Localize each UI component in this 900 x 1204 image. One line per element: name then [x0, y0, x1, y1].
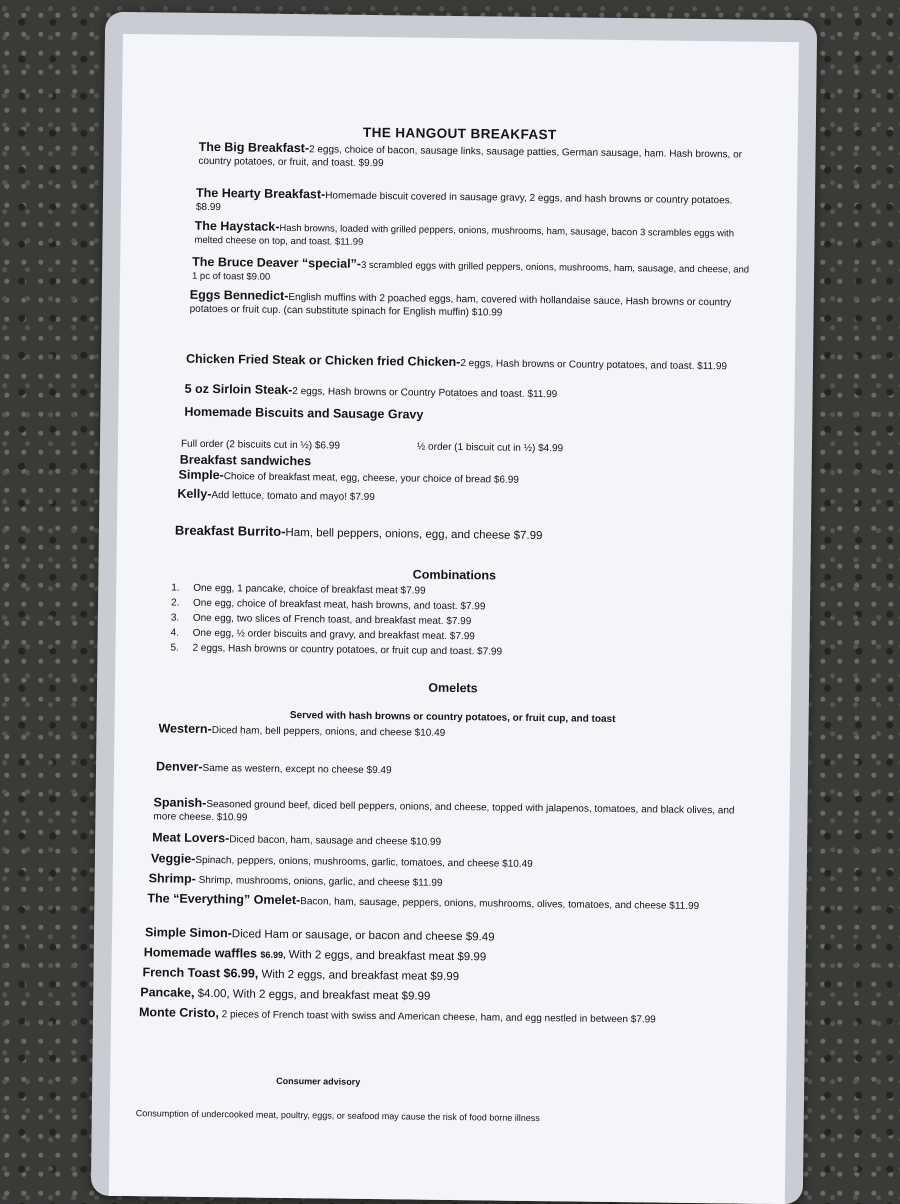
item-desc: 2 pieces of French toast with swiss and American cheese, ham, and egg nestled in between $7.99 — [218, 1009, 656, 1026]
item-name: French Toast $6.99, — [142, 965, 259, 981]
item-desc: 3 scrambled eggs with grilled peppers, onions, mushrooms, ham, sausage, and cheese, and 1 pc of toast $9.00 — [191, 259, 750, 283]
consumer-advisory-header: Consumer advisory — [276, 1075, 361, 1087]
item-name: The Big Breakfast- — [198, 139, 310, 156]
item-name: Denver- — [155, 759, 203, 774]
item-desc: Diced Ham or sausage, or bacon and cheese $9.49 — [231, 928, 495, 944]
biscuits-full-order: Full order (2 biscuits cut in ½) $6.99 — [180, 438, 341, 452]
menu-item-big-breakfast — [198, 141, 797, 175]
menu-item-monte-cristo — [139, 1006, 787, 1028]
item-desc: Bacon, ham, sausage, peppers, onions, mushrooms, olives, tomatoes, and cheese $11.99 — [300, 896, 700, 913]
item-desc: With 2 eggs, and breakfast meat $9.99 — [258, 968, 460, 984]
menu-item-everything-omelet — [147, 892, 788, 914]
menu-item-homemade-waffles — [144, 946, 788, 968]
menu-item-spanish-omelet — [153, 796, 789, 831]
item-desc: 2 eggs, Hash browns or Country potatoes, and toast. $11.99 — [460, 358, 728, 373]
item-desc: With 2 eggs, and breakfast meat $9.99 — [285, 948, 487, 964]
item-desc: Diced bacon, ham, sausage and cheese $10.99 — [229, 834, 442, 848]
biscuits-half-order: ½ order (1 biscuit cut in ½) $4.99 — [416, 441, 564, 455]
item-name: Veggie- — [150, 851, 196, 866]
item-name: Pancake, — [140, 985, 195, 1000]
item-name: Breakfast Burrito- — [174, 522, 286, 539]
menu-item-bruce-deaver-special — [192, 256, 796, 290]
combo-text: 2 eggs, Hash browns or country potatoes, or fruit cup and toast. $7.99 — [192, 642, 503, 658]
item-desc: English muffins with 2 poached eggs, ham, covered with hollandaise sauce, Hash browns or country potatoes or fruit cup. (can substitute spinach for English muffin) $10.99 — [189, 291, 732, 319]
item-desc: Hash browns, loaded with grilled peppers, onions, mushrooms, ham, sausage, bacon 3 scrambles eggs with melted cheese on top, and toast. $11.99 — [194, 222, 735, 248]
item-name: Kelly- — [177, 486, 212, 502]
combo-text: One egg, 1 pancake, choice of breakfast meat $7.99 — [193, 582, 426, 597]
item-desc: Homemade biscuit covered in sausage gravy, 2 eggs, and hash browns or country potatoes. $8.99 — [195, 190, 733, 214]
combo-number: 5. — [170, 642, 179, 654]
item-desc: 2 eggs, Hash browns or Country Potatoes and toast. $11.99 — [292, 386, 558, 401]
consumer-advisory-text: Consumption of undercooked meat, poultry, eggs, or seafood may cause the risk of food borne illness — [135, 1108, 540, 1124]
combo-text: One egg, ½ order biscuits and gravy, and breakfast meat. $7.99 — [192, 627, 475, 643]
item-name: The Bruce Deaver “special”- — [192, 254, 362, 271]
item-desc: Same as western, except no cheese $9.49 — [202, 762, 392, 777]
item-desc: Seasoned ground beef, diced bell peppers, onions, and cheese, topped with jalapenos, tomatoes, and black olives, and more cheese. $10.99 — [153, 798, 735, 824]
combo-text: One egg, two slices of French toast, and breakfast meat. $7.99 — [192, 612, 472, 628]
item-desc: Add lettuce, tomato and mayo! $7.99 — [211, 490, 375, 504]
item-desc: Shrimp, mushrooms, onions, garlic, and cheese $11.99 — [195, 874, 443, 889]
combo-number: 4. — [170, 627, 180, 639]
omelets-subheader: Served with hash browns or country potatoes, or fruit cup, and toast — [289, 710, 616, 725]
menu-item-denver-omelet — [156, 760, 790, 782]
laminated-menu — [91, 12, 817, 1204]
biscuits-header: Homemade Biscuits and Sausage Gravy — [184, 404, 424, 422]
menu-item-breakfast-burrito — [175, 524, 793, 547]
item-desc: 2 eggs, choice of bacon, sausage links, sausage patties, German sausage, ham. Hash browns, or country potatoes, or fruit, and toast. $9.99 — [198, 144, 743, 170]
item-name: The “Everything” Omelet- — [147, 891, 301, 908]
menu-item-hearty-breakfast — [196, 187, 797, 221]
menu-item-kelly-sandwich — [177, 488, 793, 510]
menu-item-shrimp-omelet — [149, 872, 789, 894]
item-name: Homemade waffles — [143, 945, 261, 961]
item-name: The Haystack- — [194, 218, 280, 234]
item-desc: Spinach, peppers, onions, mushrooms, garlic, tomatoes, and cheese $10.49 — [195, 854, 533, 870]
item-desc: Choice of breakfast meat, egg, cheese, your choice of bread $6.99 — [223, 471, 519, 486]
combinations-header: Combinations — [412, 567, 497, 583]
menu-title: THE HANGOUT BREAKFAST — [362, 124, 557, 143]
menu-item-haystack — [194, 220, 796, 254]
menu-item-eggs-bennedict — [190, 289, 796, 323]
combo-number: 2. — [170, 597, 180, 609]
item-name: Chicken Fried Steak or Chicken fried Chicken- — [185, 351, 461, 370]
combo-number: 1. — [171, 582, 180, 594]
menu-item-pancake — [140, 986, 787, 1008]
item-name: Eggs Bennedict- — [189, 287, 289, 303]
item-name: Simple- — [178, 467, 224, 483]
combo-number: 3. — [170, 612, 180, 624]
item-name: Shrimp- — [148, 871, 196, 886]
item-price: $6.99, — [260, 949, 286, 960]
item-name: Simple Simon- — [144, 925, 232, 941]
menu-item-french-toast — [142, 966, 787, 988]
omelets-header: Omelets — [428, 680, 478, 696]
item-name: The Hearty Breakfast- — [195, 185, 326, 202]
menu-item-meat-lovers-omelet — [152, 831, 789, 853]
sandwiches-header: Breakfast sandwiches — [179, 452, 312, 469]
item-desc: Ham, bell peppers, onions, egg, and cheese $7.99 — [285, 526, 543, 543]
item-name: Western- — [158, 721, 212, 737]
menu-sheet — [109, 34, 799, 1204]
item-desc: Diced ham, bell peppers, onions, and cheese $10.49 — [211, 725, 446, 739]
item-name: Meat Lovers- — [152, 830, 230, 846]
combo-text: One egg, choice of breakfast meat, hash browns, and toast. $7.99 — [192, 597, 486, 613]
item-name: Spanish- — [153, 795, 207, 810]
item-name: 5 oz Sirloin Steak- — [184, 381, 293, 398]
combinations-list — [170, 581, 792, 664]
menu-item-veggie-omelet — [151, 852, 789, 874]
menu-item-simple-simon — [145, 926, 788, 948]
item-desc: $4.00, With 2 eggs, and breakfast meat $9.99 — [194, 987, 431, 1003]
item-name: Monte Cristo, — [138, 1005, 219, 1021]
menu-item-chicken-fried-steak — [186, 353, 795, 374]
menu-item-sirloin-steak — [185, 383, 795, 404]
